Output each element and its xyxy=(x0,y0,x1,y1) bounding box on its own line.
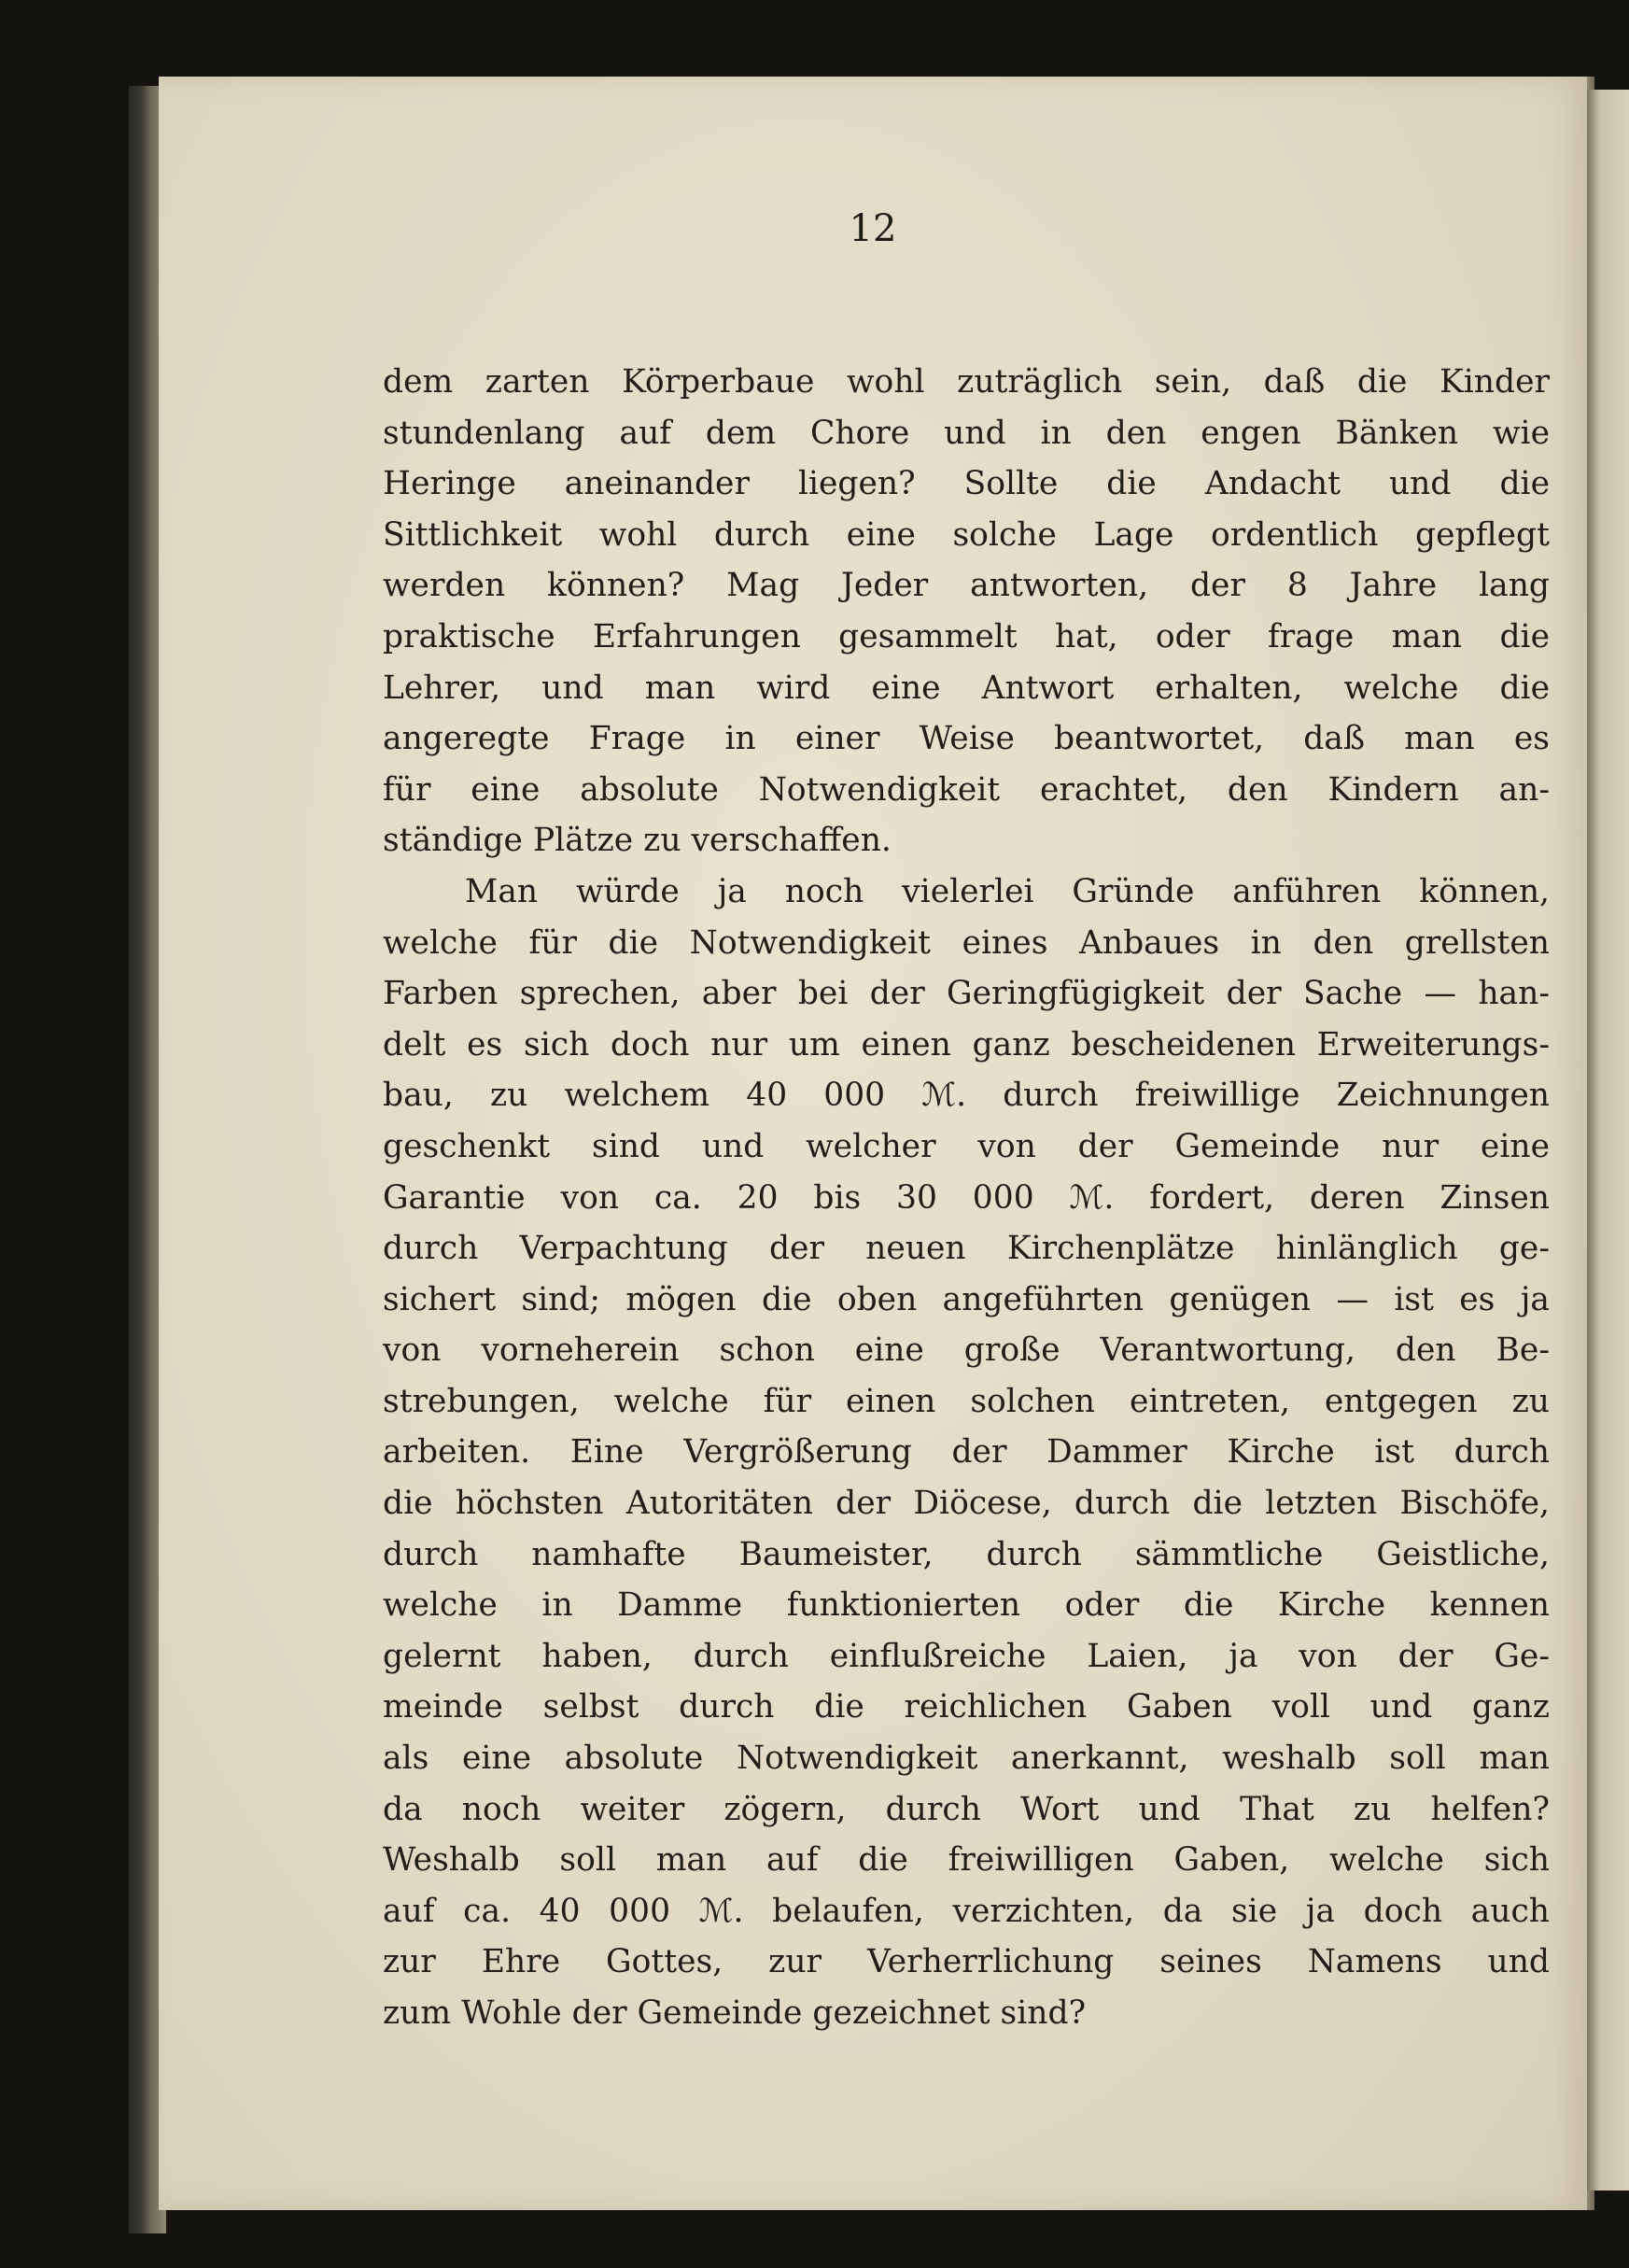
text-line: ständige Plätze zu verschaffen. xyxy=(383,822,892,860)
text-line: auf ca. 40 000 ℳ. belaufen, verzichten, da sie ja doch auch xyxy=(383,1892,1550,1930)
text-line: von vorneherein schon eine große Verantwortung, den Be- xyxy=(383,1331,1550,1370)
text-line: Garantie von ca. 20 bis 30 000 ℳ. fordert, deren Zinsen xyxy=(383,1178,1550,1217)
text-line: da noch weiter zögern, durch Wort und That zu helfen? xyxy=(383,1790,1550,1828)
text-line: Weshalb soll man auf die freiwilligen Gaben, welche sich xyxy=(383,1841,1550,1880)
text-line: Heringe aneinander liegen? Sollte die Andacht und die xyxy=(383,465,1550,503)
text-line: meinde selbst durch die reichlichen Gaben voll und ganz xyxy=(383,1688,1550,1726)
text-line: zum Wohle der Gemeinde gezeichnet sind? xyxy=(383,1994,1087,2032)
page-number: 12 xyxy=(849,207,897,250)
text-line: Man würde ja noch vielerlei Gründe anführen können, xyxy=(465,872,1550,910)
text-line: gelernt haben, durch einflußreiche Laien, ja von der Ge- xyxy=(383,1637,1550,1675)
text-line: angeregte Frage in einer Weise beantwortet, daß man es xyxy=(383,720,1550,758)
text-line: durch Verpachtung der neuen Kirchenplätze hinlänglich ge- xyxy=(383,1230,1550,1268)
text-line: Sittlichkeit wohl durch eine solche Lage ordentlich gepflegt xyxy=(383,515,1550,554)
text-line: welche in Damme funktionierten oder die Kirche kennen xyxy=(383,1586,1550,1625)
text-line: als eine absolute Notwendigkeit anerkannt, weshalb soll man xyxy=(383,1740,1550,1778)
text-line: durch namhafte Baumeister, durch sämmtliche Geistliche, xyxy=(383,1535,1550,1573)
text-line: arbeiten. Eine Vergrößerung der Dammer Kirche ist durch xyxy=(383,1433,1550,1472)
text-line: werden können? Mag Jeder antworten, der 8 Jahre lang xyxy=(383,567,1550,605)
text-line: welche für die Notwendigkeit eines Anbaues in den grellsten xyxy=(383,923,1550,962)
text-line: dem zarten Körperbaue wohl zuträglich sein, daß die Kinder xyxy=(383,363,1550,401)
book-page xyxy=(159,77,1587,2210)
text-line: strebungen, welche für einen solchen eintreten, entgegen zu xyxy=(383,1382,1550,1420)
text-line: die höchsten Autoritäten der Diöcese, durch die letzten Bischöfe, xyxy=(383,1485,1550,1523)
text-line: bau, zu welchem 40 000 ℳ. durch freiwillige Zeichnungen xyxy=(383,1077,1550,1115)
body-text xyxy=(383,357,1550,2039)
text-line: für eine absolute Notwendigkeit erachtet, den Kindern an- xyxy=(383,770,1550,809)
text-line: delt es sich doch nur um einen ganz bescheidenen Erweiterungs- xyxy=(383,1025,1550,1064)
text-line: sichert sind; mögen die oben angeführten genügen — ist es ja xyxy=(383,1280,1550,1318)
text-line: praktische Erfahrungen gesammelt hat, oder frage man die xyxy=(383,617,1550,655)
facing-page-edge xyxy=(1587,90,1629,2191)
text-line: stundenlang auf dem Chore und in den engen Bänken wie xyxy=(383,414,1550,452)
text-line: Farben sprechen, aber bei der Geringfügigkeit der Sache — han- xyxy=(383,975,1550,1013)
text-line: zur Ehre Gottes, zur Verherrlichung seines Namens und xyxy=(383,1943,1550,1981)
text-line: geschenkt sind und welcher von der Gemeinde nur eine xyxy=(383,1127,1550,1165)
text-line: Lehrer, und man wird eine Antwort erhalten, welche die xyxy=(383,669,1550,707)
